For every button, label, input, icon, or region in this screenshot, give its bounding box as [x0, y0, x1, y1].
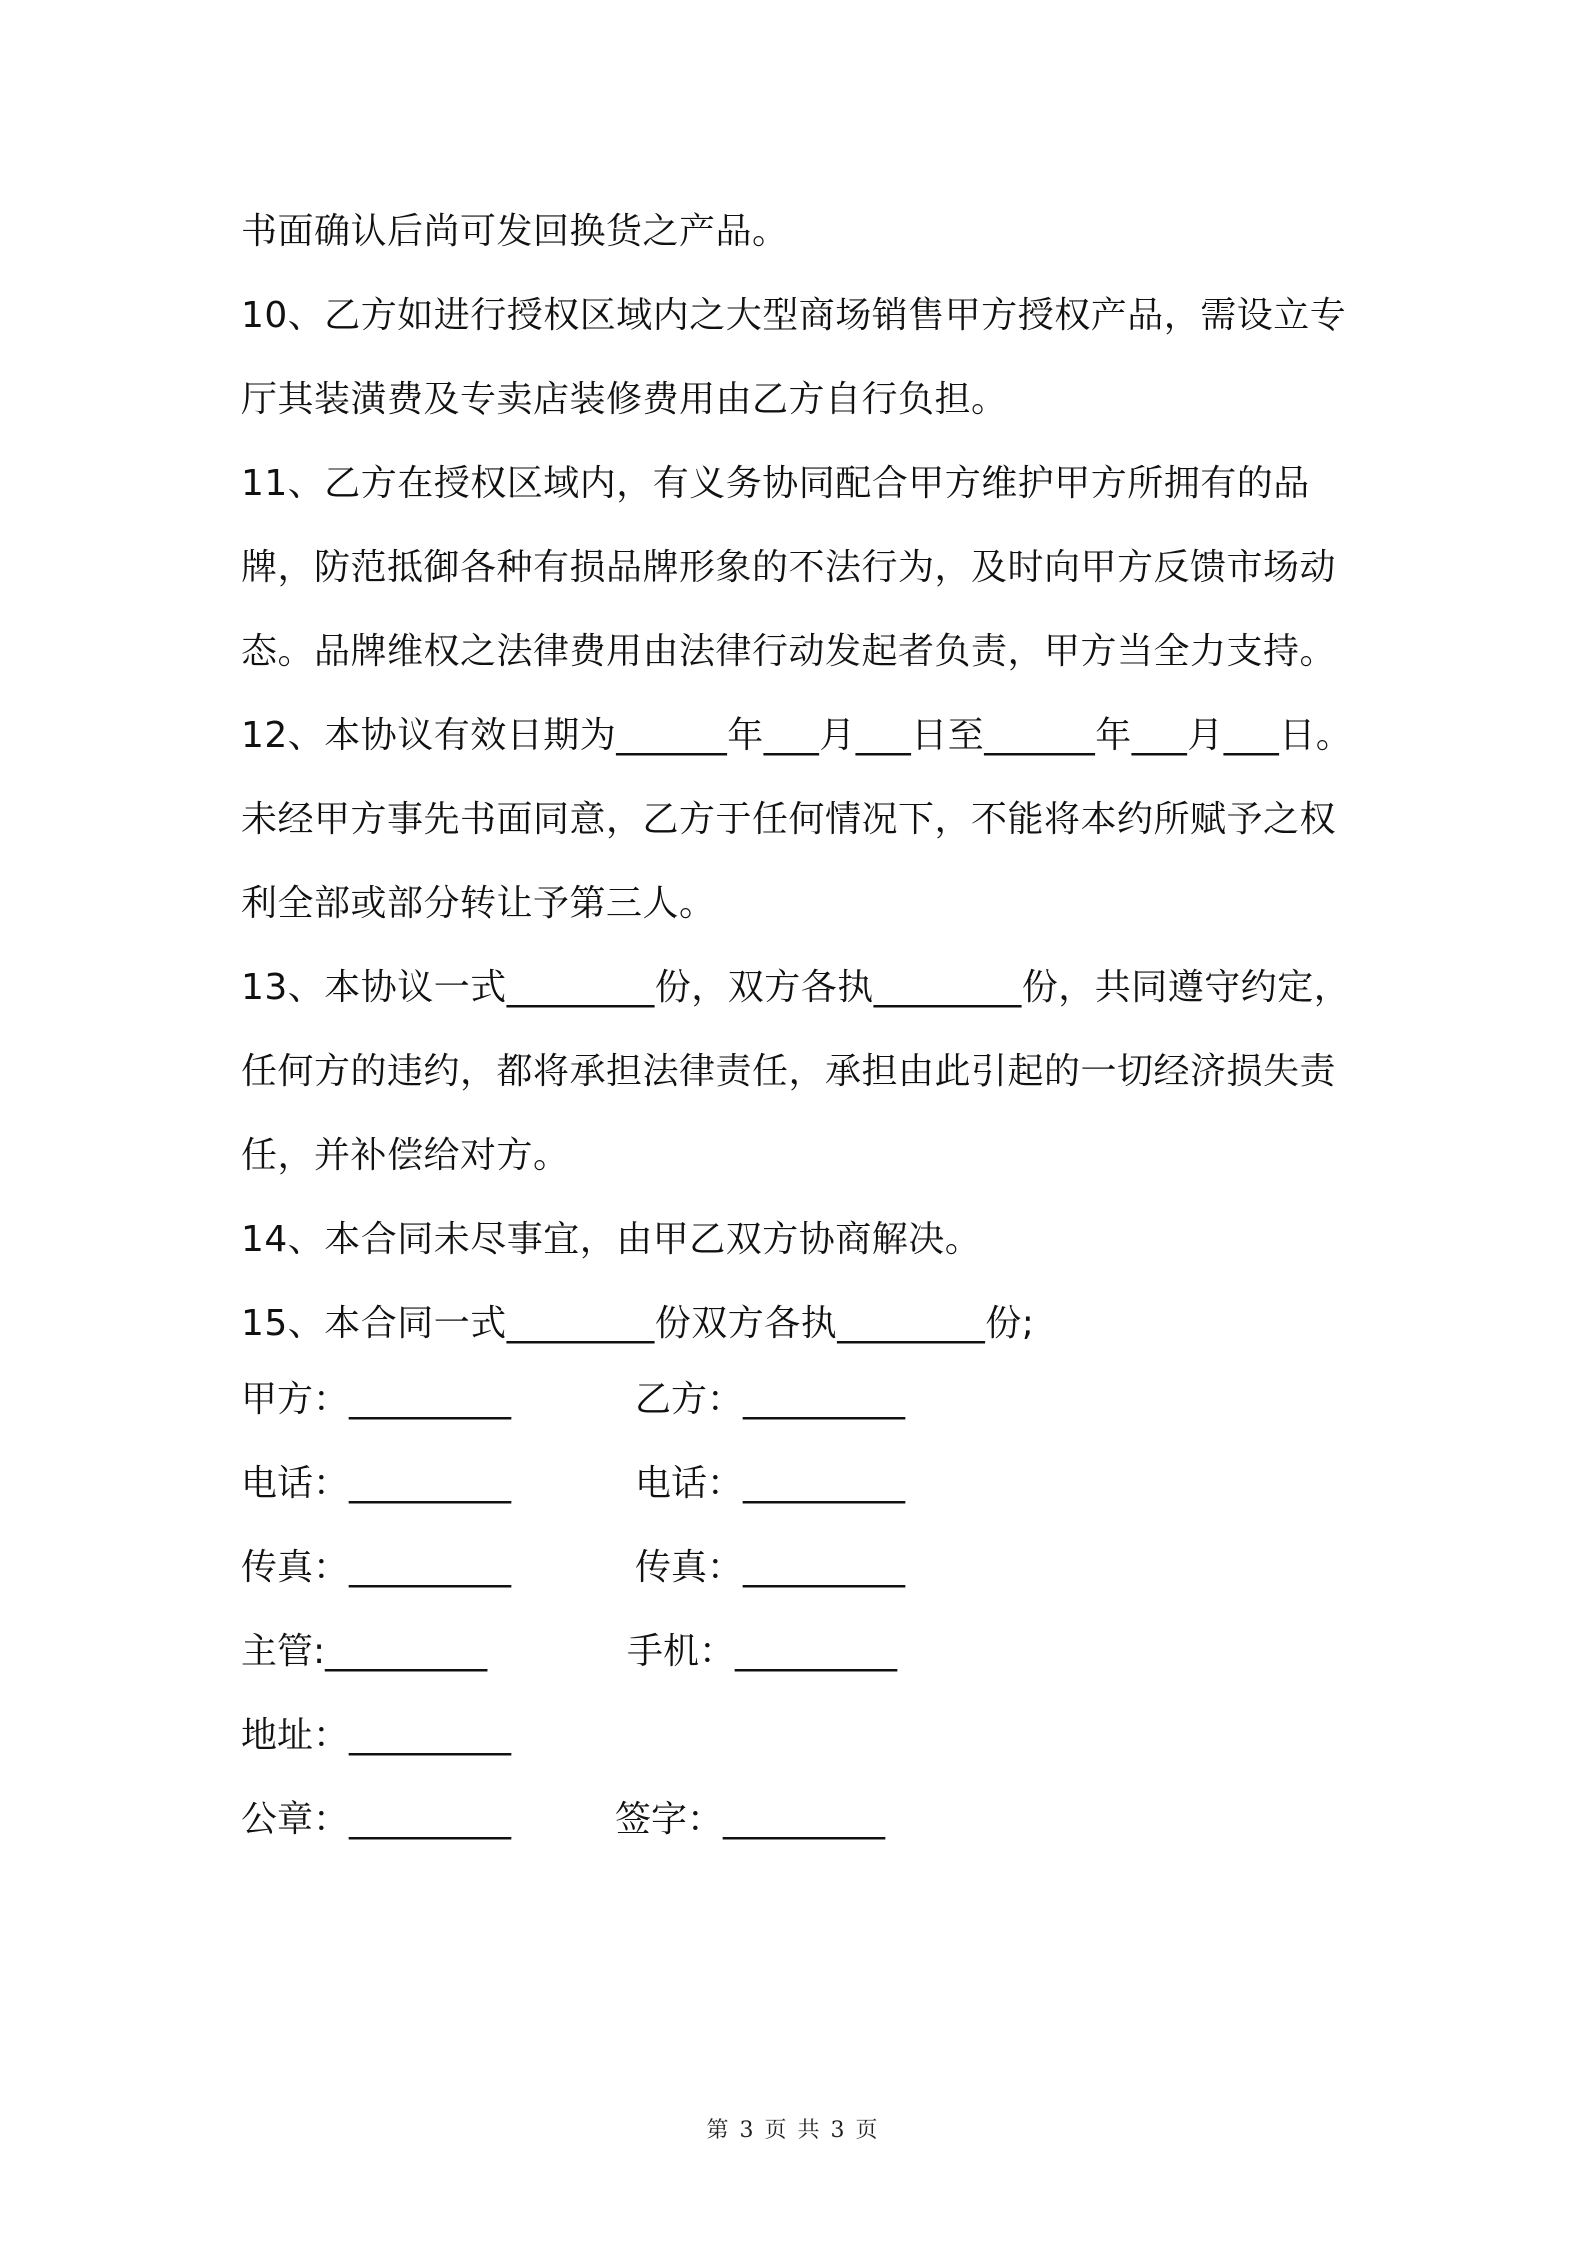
signature-row-seal	[241, 1778, 1361, 1862]
party-a-phone-field: 电话：_________	[241, 1463, 512, 1504]
clause-15: 15、本合同一式________份双方各执________份;	[241, 1303, 1035, 1344]
paragraph-continuation: 书面确认后尚可发回换货之产品。	[241, 211, 789, 252]
signature-row-manager	[241, 1610, 1361, 1694]
signature-block	[241, 1358, 1361, 1862]
manager-field: 主管:_________	[241, 1631, 488, 1672]
seal-field: 公章：_________	[241, 1799, 512, 1840]
page-number: 第 3 页 共 3 页	[706, 2118, 880, 2143]
signature-field: 签字：_________	[615, 1799, 886, 1840]
signature-row-phone	[241, 1442, 1361, 1526]
signature-row-address	[241, 1694, 1361, 1778]
party-b-phone-field: 电话：_________	[635, 1463, 906, 1504]
clause-12: 12、本协议有效日期为______年___月___日至______年___月___日。未经甲方事先书面同意，乙方于任何情况下，不能将本约所赋予之权利全部或部分转让予第三人。	[241, 715, 1353, 924]
party-b-field: 乙方：_________	[635, 1379, 906, 1420]
clause-13: 13、本协议一式________份，双方各执________份，共同遵守约定，任何方的违约，都将承担法律责任，承担由此引起的一切经济损失责任，并补偿给对方。	[241, 967, 1351, 1176]
party-a-field: 甲方：_________	[241, 1379, 512, 1420]
contract-body	[241, 190, 1361, 1366]
mobile-field: 手机：_________	[627, 1631, 898, 1672]
signature-row-party	[241, 1358, 1361, 1442]
clause-14: 14、本合同未尽事宜，由甲乙双方协商解决。	[241, 1219, 982, 1260]
signature-row-fax	[241, 1526, 1361, 1610]
party-a-fax-field: 传真：_________	[241, 1547, 512, 1588]
clause-11: 11、乙方在授权区域内，有义务协同配合甲方维护甲方所拥有的品牌，防范抵御各种有损品牌形象的不法行为，及时向甲方反馈市场动态。品牌维权之法律费用由法律行动发起者负责，甲方当全力支持。	[241, 463, 1337, 672]
clause-10: 10、乙方如进行授权区域内之大型商场销售甲方授权产品，需设立专厅其装潢费及专卖店装修费用由乙方自行负担。	[241, 295, 1347, 420]
party-b-fax-field: 传真：_________	[635, 1547, 906, 1588]
address-field: 地址：_________	[241, 1715, 512, 1756]
